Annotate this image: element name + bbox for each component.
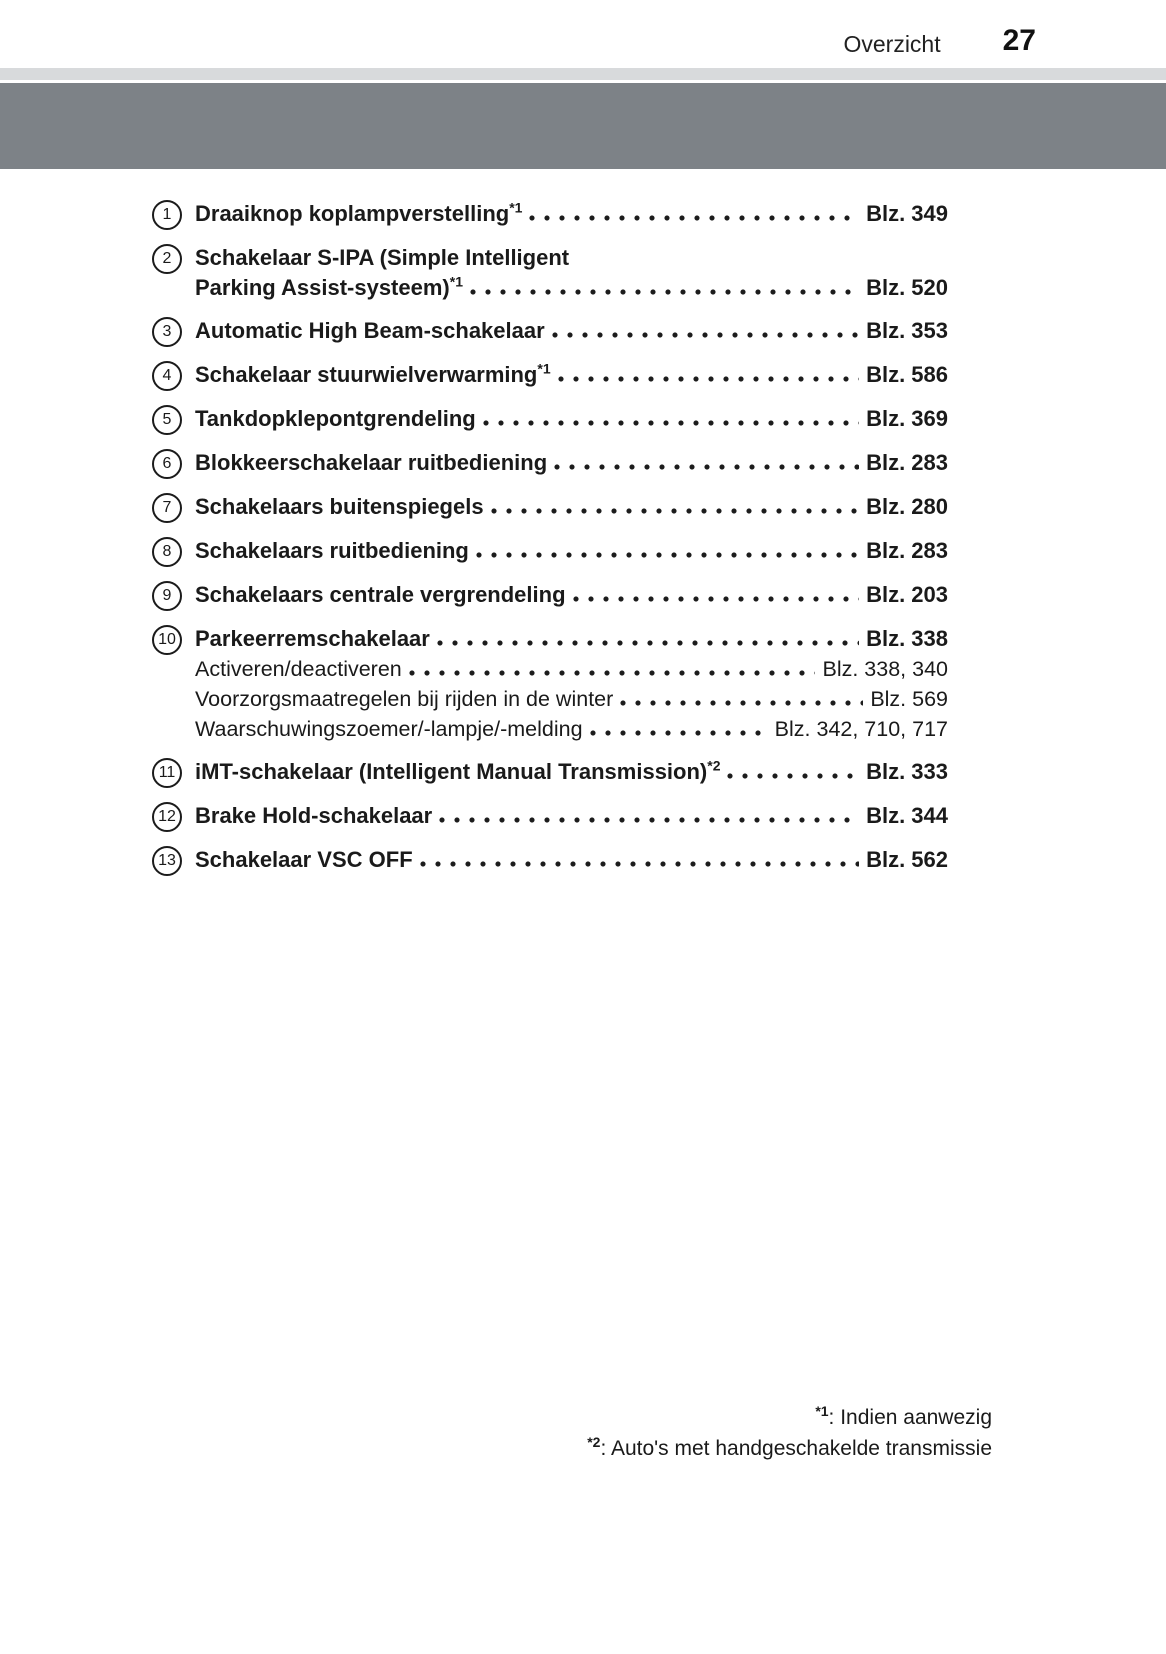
subitem-page-ref: Blz. 342, 710, 717: [774, 717, 948, 741]
item-content: [195, 624, 948, 744]
item-line: [195, 624, 948, 654]
page-header: [0, 0, 1166, 68]
toc-item: [152, 199, 948, 230]
item-label: Schakelaar S-IPA (Simple Intelligent: [195, 245, 570, 270]
item-number-badge: 10: [152, 625, 182, 655]
item-content: [195, 199, 948, 230]
item-label: Parkeerremschakelaar: [195, 626, 430, 651]
toc-item: [152, 243, 948, 303]
dot-leader: [420, 861, 859, 867]
item-line: [195, 536, 948, 566]
item-number-badge: 2: [152, 244, 182, 274]
item-line: [195, 360, 948, 390]
footnote-marker: *2: [587, 1434, 601, 1450]
item-line: [195, 199, 948, 229]
page-number: 27: [1002, 24, 1036, 57]
item-line: [195, 404, 948, 434]
item-number-badge: 6: [152, 449, 182, 479]
item-line: [195, 273, 948, 303]
toc-item: [152, 801, 948, 832]
dot-leader: [620, 700, 863, 706]
item-content: [195, 316, 948, 347]
item-number-badge: 8: [152, 537, 182, 567]
footnotes: [587, 1402, 992, 1464]
toc-item: [152, 404, 948, 435]
item-content: [195, 492, 948, 523]
item-page-ref: Blz. 353: [866, 318, 948, 343]
item-label: Brake Hold-schakelaar: [195, 803, 433, 828]
footnote-marker: *1: [509, 199, 523, 216]
item-number-badge: 13: [152, 846, 182, 876]
dot-leader: [491, 508, 859, 514]
item-page-ref: Blz. 203: [866, 582, 948, 607]
footnote-text: : Indien aanwezig: [828, 1406, 992, 1429]
item-content: [195, 360, 948, 391]
item-content: [195, 580, 948, 611]
subitem-label: Activeren/deactiveren: [195, 657, 402, 681]
item-content: [195, 757, 948, 788]
item-number-badge: 1: [152, 200, 182, 230]
dot-leader: [483, 420, 859, 426]
toc-list: [0, 169, 1166, 876]
item-number-badge: 5: [152, 405, 182, 435]
item-label: Automatic High Beam-schakelaar: [195, 318, 545, 343]
item-page-ref: Blz. 333: [866, 759, 948, 784]
footnote: [587, 1402, 992, 1433]
item-line: [195, 316, 948, 346]
item-number-badge: 12: [152, 802, 182, 832]
item-content: [195, 801, 948, 832]
item-content: [195, 845, 948, 876]
toc-item: [152, 845, 948, 876]
toc-item: [152, 580, 948, 611]
dot-leader: [409, 670, 816, 676]
dot-leader: [590, 730, 768, 736]
item-number-badge: 7: [152, 493, 182, 523]
item-page-ref: Blz. 562: [866, 847, 948, 872]
item-page-ref: Blz. 338: [866, 626, 948, 651]
dot-leader: [476, 552, 859, 558]
item-page-ref: Blz. 520: [866, 275, 948, 300]
item-page-ref: Blz. 349: [866, 201, 948, 226]
item-number-badge: 9: [152, 581, 182, 611]
item-label: Schakelaars ruitbediening: [195, 538, 469, 563]
item-subline: [195, 714, 948, 744]
toc-item: [152, 624, 948, 744]
item-label: Parking Assist-systeem)$^{*1}$: [195, 273, 463, 300]
item-line: [195, 845, 948, 875]
item-number-badge: 3: [152, 317, 182, 347]
item-subline: [195, 654, 948, 684]
dot-leader: [558, 376, 859, 382]
item-label: Schakelaar stuurwielverwarming$^{*1}$: [195, 360, 551, 387]
item-label: Blokkeerschakelaar ruitbediening: [195, 450, 548, 475]
item-page-ref: Blz. 280: [866, 494, 948, 519]
dot-leader: [529, 215, 859, 221]
toc-item: [152, 360, 948, 391]
item-subline: [195, 684, 948, 714]
item-page-ref: Blz. 586: [866, 362, 948, 387]
subitem-label: Voorzorgsmaatregelen bij rijden in de winter: [195, 687, 614, 711]
subitem-page-ref: Blz. 569: [870, 687, 948, 711]
toc-item: [152, 448, 948, 479]
item-page-ref: Blz. 283: [866, 538, 948, 563]
item-number-badge: 4: [152, 361, 182, 391]
item-label: iMT-schakelaar (Intelligent Manual Transmission)$^{*2}$: [195, 757, 721, 784]
item-line: [195, 492, 948, 522]
dot-leader: [573, 596, 860, 602]
item-label: Schakelaars buitenspiegels: [195, 494, 484, 519]
dot-leader: [437, 640, 859, 646]
subitem-label: Waarschuwingszoemer/-lampje/-melding: [195, 717, 583, 741]
footnote: [587, 1433, 992, 1464]
footnote-marker: *1: [449, 273, 463, 290]
subitem-page-ref: Blz. 338, 340: [822, 657, 948, 681]
header-divider-strip: [0, 68, 1166, 80]
item-page-ref: Blz. 283: [866, 450, 948, 475]
dot-leader: [554, 464, 859, 470]
toc-item: [152, 536, 948, 567]
dot-leader: [439, 817, 859, 823]
item-line: [195, 243, 948, 273]
item-page-ref: Blz. 369: [866, 406, 948, 431]
item-line: [195, 448, 948, 478]
dot-leader: [470, 289, 859, 295]
toc-item: [152, 492, 948, 523]
item-content: [195, 536, 948, 567]
section-banner: [0, 83, 1166, 169]
dot-leader: [552, 332, 859, 338]
footnote-text: : Auto's met handgeschakelde transmissie: [600, 1437, 992, 1460]
item-label: Schakelaars centrale vergrendeling: [195, 582, 566, 607]
footnote-marker: *2: [707, 757, 721, 774]
item-label: Tankdopklepontgrendeling: [195, 406, 476, 431]
dot-leader: [727, 773, 859, 779]
item-content: [195, 243, 948, 303]
footnote-marker: *1: [815, 1403, 829, 1419]
item-page-ref: Blz. 344: [866, 803, 948, 828]
item-line: [195, 801, 948, 831]
toc-item: [152, 757, 948, 788]
item-line: [195, 757, 948, 787]
item-content: [195, 448, 948, 479]
item-label: Draaiknop koplampverstelling$^{*1}$: [195, 199, 523, 226]
item-line: [195, 580, 948, 610]
item-number-badge: 11: [152, 758, 182, 788]
item-content: [195, 404, 948, 435]
section-title: Overzicht: [843, 31, 941, 57]
toc-item: [152, 316, 948, 347]
item-label: Schakelaar VSC OFF: [195, 847, 413, 872]
footnote-marker: *1: [537, 360, 551, 377]
